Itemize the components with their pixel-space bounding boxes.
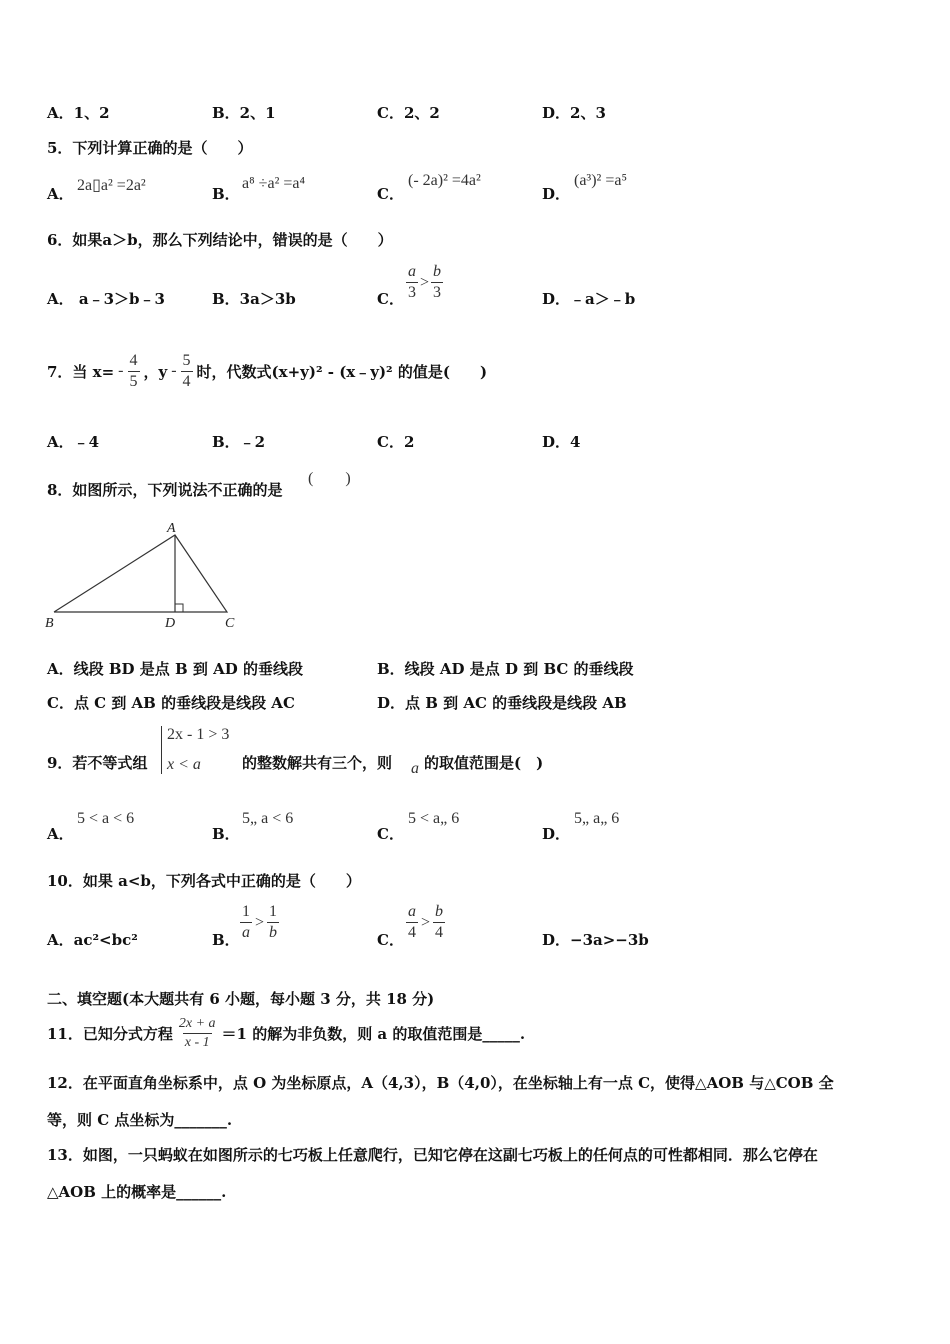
q8-option-d: D．点 B 到 AC 的垂线段是线段 AB	[377, 694, 627, 712]
q10-stem: 10．如果 a<b，下列各式中正确的是（ ）	[47, 872, 361, 890]
q7-y-den: 4	[182, 372, 191, 390]
q10-b-num2: 1	[269, 903, 278, 920]
q7-prefix: 7．当 x=	[47, 362, 115, 381]
q13-line-2: △AOB 上的概率是______.	[47, 1183, 227, 1201]
q10-b-op: >	[255, 913, 265, 931]
q8-option-b: B．线段 AD 是点 D 到 BC 的垂线段	[377, 660, 634, 678]
q9-ineq-1: 2x - 1 > 3	[167, 726, 230, 743]
triangle-abc	[54, 535, 227, 612]
q4-option-c: C．2、2	[377, 104, 440, 122]
q12-line-2: 等，则 C 点坐标为_______.	[47, 1111, 233, 1129]
q10-b-expr	[240, 904, 279, 941]
q9-mid: 的整数解共有三个，则	[242, 754, 393, 772]
q7-x-num: 4	[129, 351, 138, 369]
q10-c-den2: 4	[435, 924, 444, 941]
q12-line-1: 12．在平面直角坐标系中，点 O 为坐标原点，A（4,3），B（4,0），在坐标轴上有一点 C，使得△AOB 与△COB 全	[47, 1074, 834, 1092]
q5-d-expr: (a³)² =a⁵	[574, 172, 628, 189]
q6-c-num2: b	[433, 263, 442, 280]
q4-option-b: B．2、1	[212, 104, 276, 122]
label-a: A	[167, 521, 176, 536]
q9-ineq-2: x < a	[167, 756, 201, 773]
q6-option-a: A． a﹣3＞b﹣3	[47, 290, 165, 308]
q10-c-num1: a	[408, 903, 416, 920]
q9-b-label: B．	[212, 825, 240, 843]
q11-prefix: 11．已知分式方程	[47, 1024, 173, 1043]
q5-c-expr: (- 2a)² =4a²	[408, 172, 481, 189]
q7-option-d: D．4	[542, 433, 581, 451]
q5-a-label: A．	[47, 185, 74, 203]
q5-d-label: D．	[542, 185, 571, 203]
q4-option-a: A．1、2	[47, 104, 110, 122]
q10-option-a: A．ac²<bc²	[47, 931, 138, 949]
q9-c-label: C．	[377, 825, 404, 843]
q10-b-den2: b	[269, 924, 278, 941]
q10-option-d: D．−3a>−3b	[542, 931, 649, 949]
q11-num: 2x + a	[178, 1015, 216, 1031]
section-2-title: 二、填空题(本大题共有 6 小题，每小题 3 分，共 18 分)	[47, 990, 435, 1008]
q11-stem	[47, 1012, 525, 1054]
q8-option-c: C．点 C 到 AB 的垂线段是线段 AC	[47, 694, 295, 712]
q10-b-num1: 1	[242, 903, 250, 920]
q7-y-sign: -	[171, 362, 177, 379]
q5-b-expr: a⁸ ÷a² =a⁴	[242, 175, 306, 192]
q6-stem: 6．如果a＞b，那么下列结论中，错误的是（ ）	[47, 231, 393, 249]
q10-c-num2: b	[435, 903, 444, 920]
right-angle-mark	[175, 604, 183, 612]
q8-option-a: A．线段 BD 是点 B 到 AD 的垂线段	[47, 660, 303, 678]
q6-c-den1: 3	[408, 284, 416, 301]
q10-c-den1: 4	[408, 924, 416, 941]
q10-c-expr	[406, 904, 445, 941]
q9-c-expr: 5 < a„ 6	[408, 810, 460, 827]
q9-stem: 9．若不等式组	[47, 754, 148, 772]
q11-suffix: ＝1 的解为非负数，则 a 的取值范围是_____.	[221, 1024, 526, 1043]
q5-c-label: C．	[377, 185, 404, 203]
q8-triangle-figure	[40, 515, 250, 635]
q9-var: a	[411, 760, 419, 777]
q9-suffix: 的取值范围是( )	[424, 754, 544, 772]
q9-d-expr: 5„ a„ 6	[574, 810, 620, 827]
q7-option-c: C．2	[377, 433, 415, 451]
q7-mid: ，y	[143, 362, 168, 381]
q9-a-label: A．	[47, 825, 74, 843]
q10-c-op: >	[421, 913, 431, 931]
label-c: C	[225, 616, 235, 631]
q9-d-label: D．	[542, 825, 571, 843]
q10-b-label: B．	[212, 931, 240, 949]
q6-c-num1: a	[408, 263, 416, 280]
label-b: B	[45, 616, 54, 631]
q7-option-b: B．﹣2	[212, 433, 266, 451]
q9-b-expr: 5„ a < 6	[242, 810, 294, 827]
q6-option-b: B．3a＞3b	[212, 290, 296, 308]
q7-option-a: A．﹣4	[47, 433, 100, 451]
q8-stem: 8．如图所示，下列说法不正确的是	[47, 481, 283, 499]
q6-option-d: D．﹣a＞﹣b	[542, 290, 636, 308]
q5-b-label: B．	[212, 185, 240, 203]
q7-x-den: 5	[129, 372, 138, 390]
q4-option-d: D．2、3	[542, 104, 606, 122]
q5-stem: 5．下列计算正确的是（ ）	[47, 139, 253, 157]
q6-c-den2: 3	[433, 284, 442, 301]
q6-c-expr	[406, 264, 443, 301]
q7-x-sign: -	[118, 362, 124, 379]
q8-paren: ( )	[308, 470, 351, 487]
q7-suffix: 时，代数式(x+y)² - (x﹣y)² 的值是( )	[196, 362, 488, 381]
q6-c-label: C．	[377, 290, 404, 308]
q13-line-1: 13．如图，一只蚂蚁在如图所示的七巧板上任意爬行，已知它停在这副七巧板上的任何点的可性都相同．那么它停在	[47, 1146, 818, 1164]
q5-a-expr: 2a▯a² =2a²	[77, 177, 146, 194]
label-d: D	[165, 616, 176, 631]
q9-brace	[161, 726, 162, 774]
q10-b-den1: a	[242, 924, 250, 941]
q9-a-expr: 5 < a < 6	[77, 810, 135, 827]
q10-c-label: C．	[377, 931, 404, 949]
q6-c-op: >	[420, 273, 430, 291]
q7-stem	[47, 346, 487, 396]
q11-den: x - 1	[184, 1034, 210, 1050]
q7-y-num: 5	[182, 351, 191, 369]
